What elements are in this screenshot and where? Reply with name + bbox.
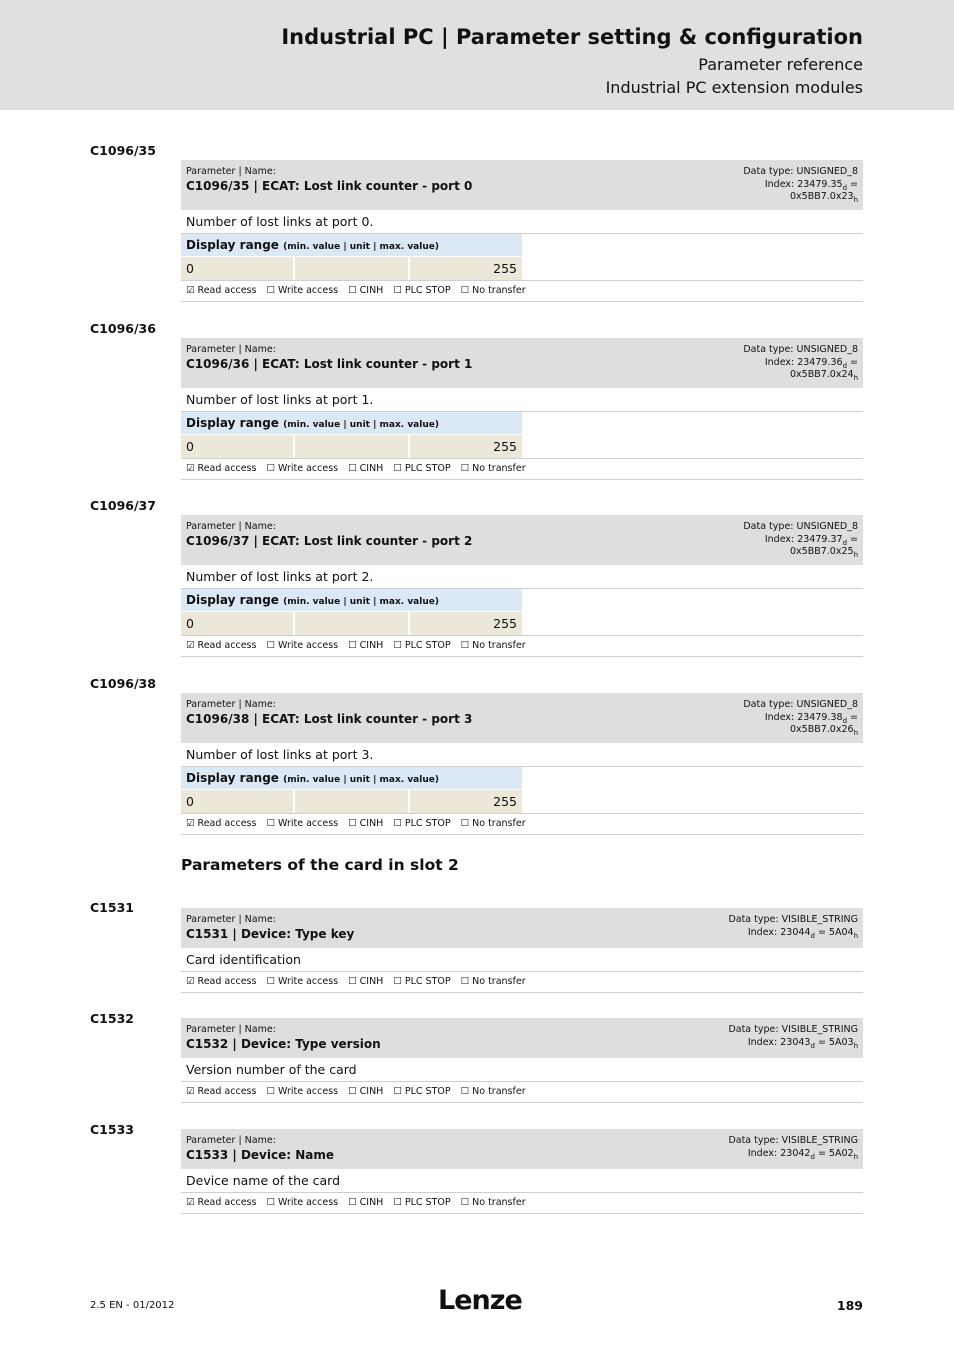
page-header	[0, 0, 954, 110]
access-flags	[181, 459, 863, 480]
section-title: Parameters of the card in slot 2	[181, 856, 459, 874]
cinh-flag: ☐ CINH	[348, 463, 384, 474]
access-flags	[181, 281, 863, 302]
write-access-flag: ☐ Write access	[266, 1197, 339, 1208]
param-name: C1096/37 | ECAT: Lost link counter - port 2	[186, 534, 473, 548]
cinh-flag: ☐ CINH	[348, 1086, 384, 1097]
read-access-flag: ☑ Read access	[186, 818, 257, 829]
range-max: 255	[408, 435, 522, 458]
display-range-title: Display range (min. value | unit | max. value)	[181, 412, 522, 435]
footer-version: 2.5 EN - 01/2012	[90, 1300, 175, 1311]
write-access-flag: ☐ Write access	[266, 1086, 339, 1097]
param-code: C1531	[90, 900, 134, 915]
data-type: VISIBLE_STRING	[781, 1024, 858, 1035]
param-name: C1096/35 | ECAT: Lost link counter - port 0	[186, 179, 473, 193]
index-dec: 23043	[780, 1036, 811, 1048]
access-flags	[181, 814, 863, 835]
range-unit	[293, 257, 407, 280]
param-description: Card identification	[181, 948, 863, 972]
range-max: 255	[408, 257, 522, 280]
param-header	[181, 908, 863, 948]
param-table	[181, 160, 863, 302]
index-hex: 0x5BB7.0x23	[789, 191, 854, 202]
range-min: 0	[181, 612, 293, 635]
index-hex: 5A04	[828, 926, 854, 938]
plc-stop-flag: ☐ PLC STOP	[393, 640, 451, 651]
display-range	[181, 767, 863, 814]
data-type: UNSIGNED_8	[796, 699, 858, 710]
param-header	[181, 515, 863, 565]
lenze-logo: Lenze	[438, 1285, 522, 1316]
read-access-flag: ☑ Read access	[186, 640, 257, 651]
param-description: Number of lost links at port 0.	[181, 210, 863, 234]
cinh-flag: ☐ CINH	[348, 640, 384, 651]
param-table	[181, 908, 863, 993]
param-name-label: Parameter | Name:	[186, 1135, 276, 1146]
display-range	[181, 589, 863, 636]
plc-stop-flag: ☐ PLC STOP	[393, 976, 451, 987]
no-transfer-flag: ☐ No transfer	[460, 976, 526, 987]
plc-stop-flag: ☐ PLC STOP	[393, 285, 451, 296]
param-description: Number of lost links at port 1.	[181, 388, 863, 412]
plc-stop-flag: ☐ PLC STOP	[393, 1197, 451, 1208]
write-access-flag: ☐ Write access	[266, 640, 339, 651]
display-range-title: Display range (min. value | unit | max. value)	[181, 234, 522, 257]
read-access-flag: ☑ Read access	[186, 1086, 257, 1097]
param-name-label: Parameter | Name:	[186, 521, 276, 532]
display-range-title: Display range (min. value | unit | max. value)	[181, 767, 522, 790]
page-number: 189	[836, 1298, 863, 1313]
display-range-title: Display range (min. value | unit | max. value)	[181, 589, 522, 612]
param-header	[181, 1018, 863, 1058]
param-name: C1533 | Device: Name	[186, 1148, 334, 1162]
index-dec: 23479.35	[797, 178, 843, 190]
read-access-flag: ☑ Read access	[186, 1197, 257, 1208]
read-access-flag: ☑ Read access	[186, 976, 257, 987]
read-access-flag: ☑ Read access	[186, 463, 257, 474]
param-datatype-index: Data type: UNSIGNED_8 Index: $23479.37_d$ = $0x5BB7.0x25_h$	[743, 521, 858, 559]
param-description: Device name of the card	[181, 1169, 863, 1193]
param-name: C1096/36 | ECAT: Lost link counter - port 1	[186, 357, 473, 371]
range-min: 0	[181, 257, 293, 280]
param-header	[181, 338, 863, 388]
index-hex: 5A03	[828, 1036, 854, 1048]
page-title: Industrial PC | Parameter setting & configuration	[281, 25, 863, 49]
param-table	[181, 1018, 863, 1103]
cinh-flag: ☐ CINH	[348, 1197, 384, 1208]
param-header	[181, 1129, 863, 1169]
data-type: VISIBLE_STRING	[781, 914, 858, 925]
param-name: C1531 | Device: Type key	[186, 927, 355, 941]
range-max: 255	[408, 612, 522, 635]
no-transfer-flag: ☐ No transfer	[460, 640, 526, 651]
no-transfer-flag: ☐ No transfer	[460, 285, 526, 296]
param-code: C1096/37	[90, 498, 156, 513]
display-range	[181, 412, 863, 459]
param-table	[181, 1129, 863, 1214]
param-code: C1096/35	[90, 143, 156, 158]
param-header	[181, 693, 863, 743]
param-datatype-index: Data type: UNSIGNED_8 Index: $23479.35_d$ = $0x5BB7.0x23_h$	[743, 166, 858, 204]
index-hex: 5A02	[828, 1147, 854, 1159]
plc-stop-flag: ☐ PLC STOP	[393, 1086, 451, 1097]
data-type: VISIBLE_STRING	[781, 1135, 858, 1146]
access-flags	[181, 1082, 863, 1103]
plc-stop-flag: ☐ PLC STOP	[393, 818, 451, 829]
param-description: Version number of the card	[181, 1058, 863, 1082]
page-subtitle-2: Industrial PC extension modules	[605, 78, 863, 97]
index-dec: 23479.36	[797, 356, 843, 368]
cinh-flag: ☐ CINH	[348, 818, 384, 829]
param-table	[181, 338, 863, 480]
no-transfer-flag: ☐ No transfer	[460, 1086, 526, 1097]
write-access-flag: ☐ Write access	[266, 463, 339, 474]
param-description: Number of lost links at port 2.	[181, 565, 863, 589]
param-name-label: Parameter | Name:	[186, 344, 276, 355]
cinh-flag: ☐ CINH	[348, 285, 384, 296]
param-code: C1533	[90, 1122, 134, 1137]
param-name-label: Parameter | Name:	[186, 1024, 276, 1035]
index-dec: 23479.37	[797, 533, 843, 545]
write-access-flag: ☐ Write access	[266, 818, 339, 829]
param-header	[181, 160, 863, 210]
no-transfer-flag: ☐ No transfer	[460, 463, 526, 474]
range-min: 0	[181, 790, 293, 813]
data-type: UNSIGNED_8	[796, 166, 858, 177]
index-hex: 0x5BB7.0x26	[789, 724, 854, 735]
param-code: C1532	[90, 1011, 134, 1026]
write-access-flag: ☐ Write access	[266, 976, 339, 987]
write-access-flag: ☐ Write access	[266, 285, 339, 296]
range-unit	[293, 435, 407, 458]
param-name: C1532 | Device: Type version	[186, 1037, 381, 1051]
no-transfer-flag: ☐ No transfer	[460, 818, 526, 829]
no-transfer-flag: ☐ No transfer	[460, 1197, 526, 1208]
param-datatype-index: Data type: VISIBLE_STRING Index: $23043_d = 5A03_h$	[728, 1024, 858, 1050]
range-max: 255	[408, 790, 522, 813]
index-dec: 23042	[780, 1147, 811, 1159]
param-name-label: Parameter | Name:	[186, 699, 276, 710]
param-name: C1096/38 | ECAT: Lost link counter - port 3	[186, 712, 473, 726]
param-name-label: Parameter | Name:	[186, 166, 276, 177]
index-dec: 23044	[780, 926, 811, 938]
range-unit	[293, 790, 407, 813]
param-code: C1096/36	[90, 321, 156, 336]
cinh-flag: ☐ CINH	[348, 976, 384, 987]
read-access-flag: ☑ Read access	[186, 285, 257, 296]
param-datatype-index: Data type: VISIBLE_STRING Index: $23042_d = 5A02_h$	[728, 1135, 858, 1161]
range-min: 0	[181, 435, 293, 458]
param-table	[181, 693, 863, 835]
display-range	[181, 234, 863, 281]
data-type: UNSIGNED_8	[796, 521, 858, 532]
data-type: UNSIGNED_8	[796, 344, 858, 355]
param-table	[181, 515, 863, 657]
param-datatype-index: Data type: VISIBLE_STRING Index: $23044_d = 5A04_h$	[728, 914, 858, 940]
param-datatype-index: Data type: UNSIGNED_8 Index: $23479.38_d$ = $0x5BB7.0x26_h$	[743, 699, 858, 737]
param-name-label: Parameter | Name:	[186, 914, 276, 925]
access-flags	[181, 972, 863, 993]
access-flags	[181, 636, 863, 657]
index-hex: 0x5BB7.0x24	[789, 369, 854, 380]
param-datatype-index: Data type: UNSIGNED_8 Index: $23479.36_d$ = $0x5BB7.0x24_h$	[743, 344, 858, 382]
index-dec: 23479.38	[797, 711, 843, 723]
range-unit	[293, 612, 407, 635]
plc-stop-flag: ☐ PLC STOP	[393, 463, 451, 474]
param-description: Number of lost links at port 3.	[181, 743, 863, 767]
param-code: C1096/38	[90, 676, 156, 691]
page-subtitle-1: Parameter reference	[698, 55, 863, 74]
access-flags	[181, 1193, 863, 1214]
index-hex: 0x5BB7.0x25	[789, 546, 854, 557]
